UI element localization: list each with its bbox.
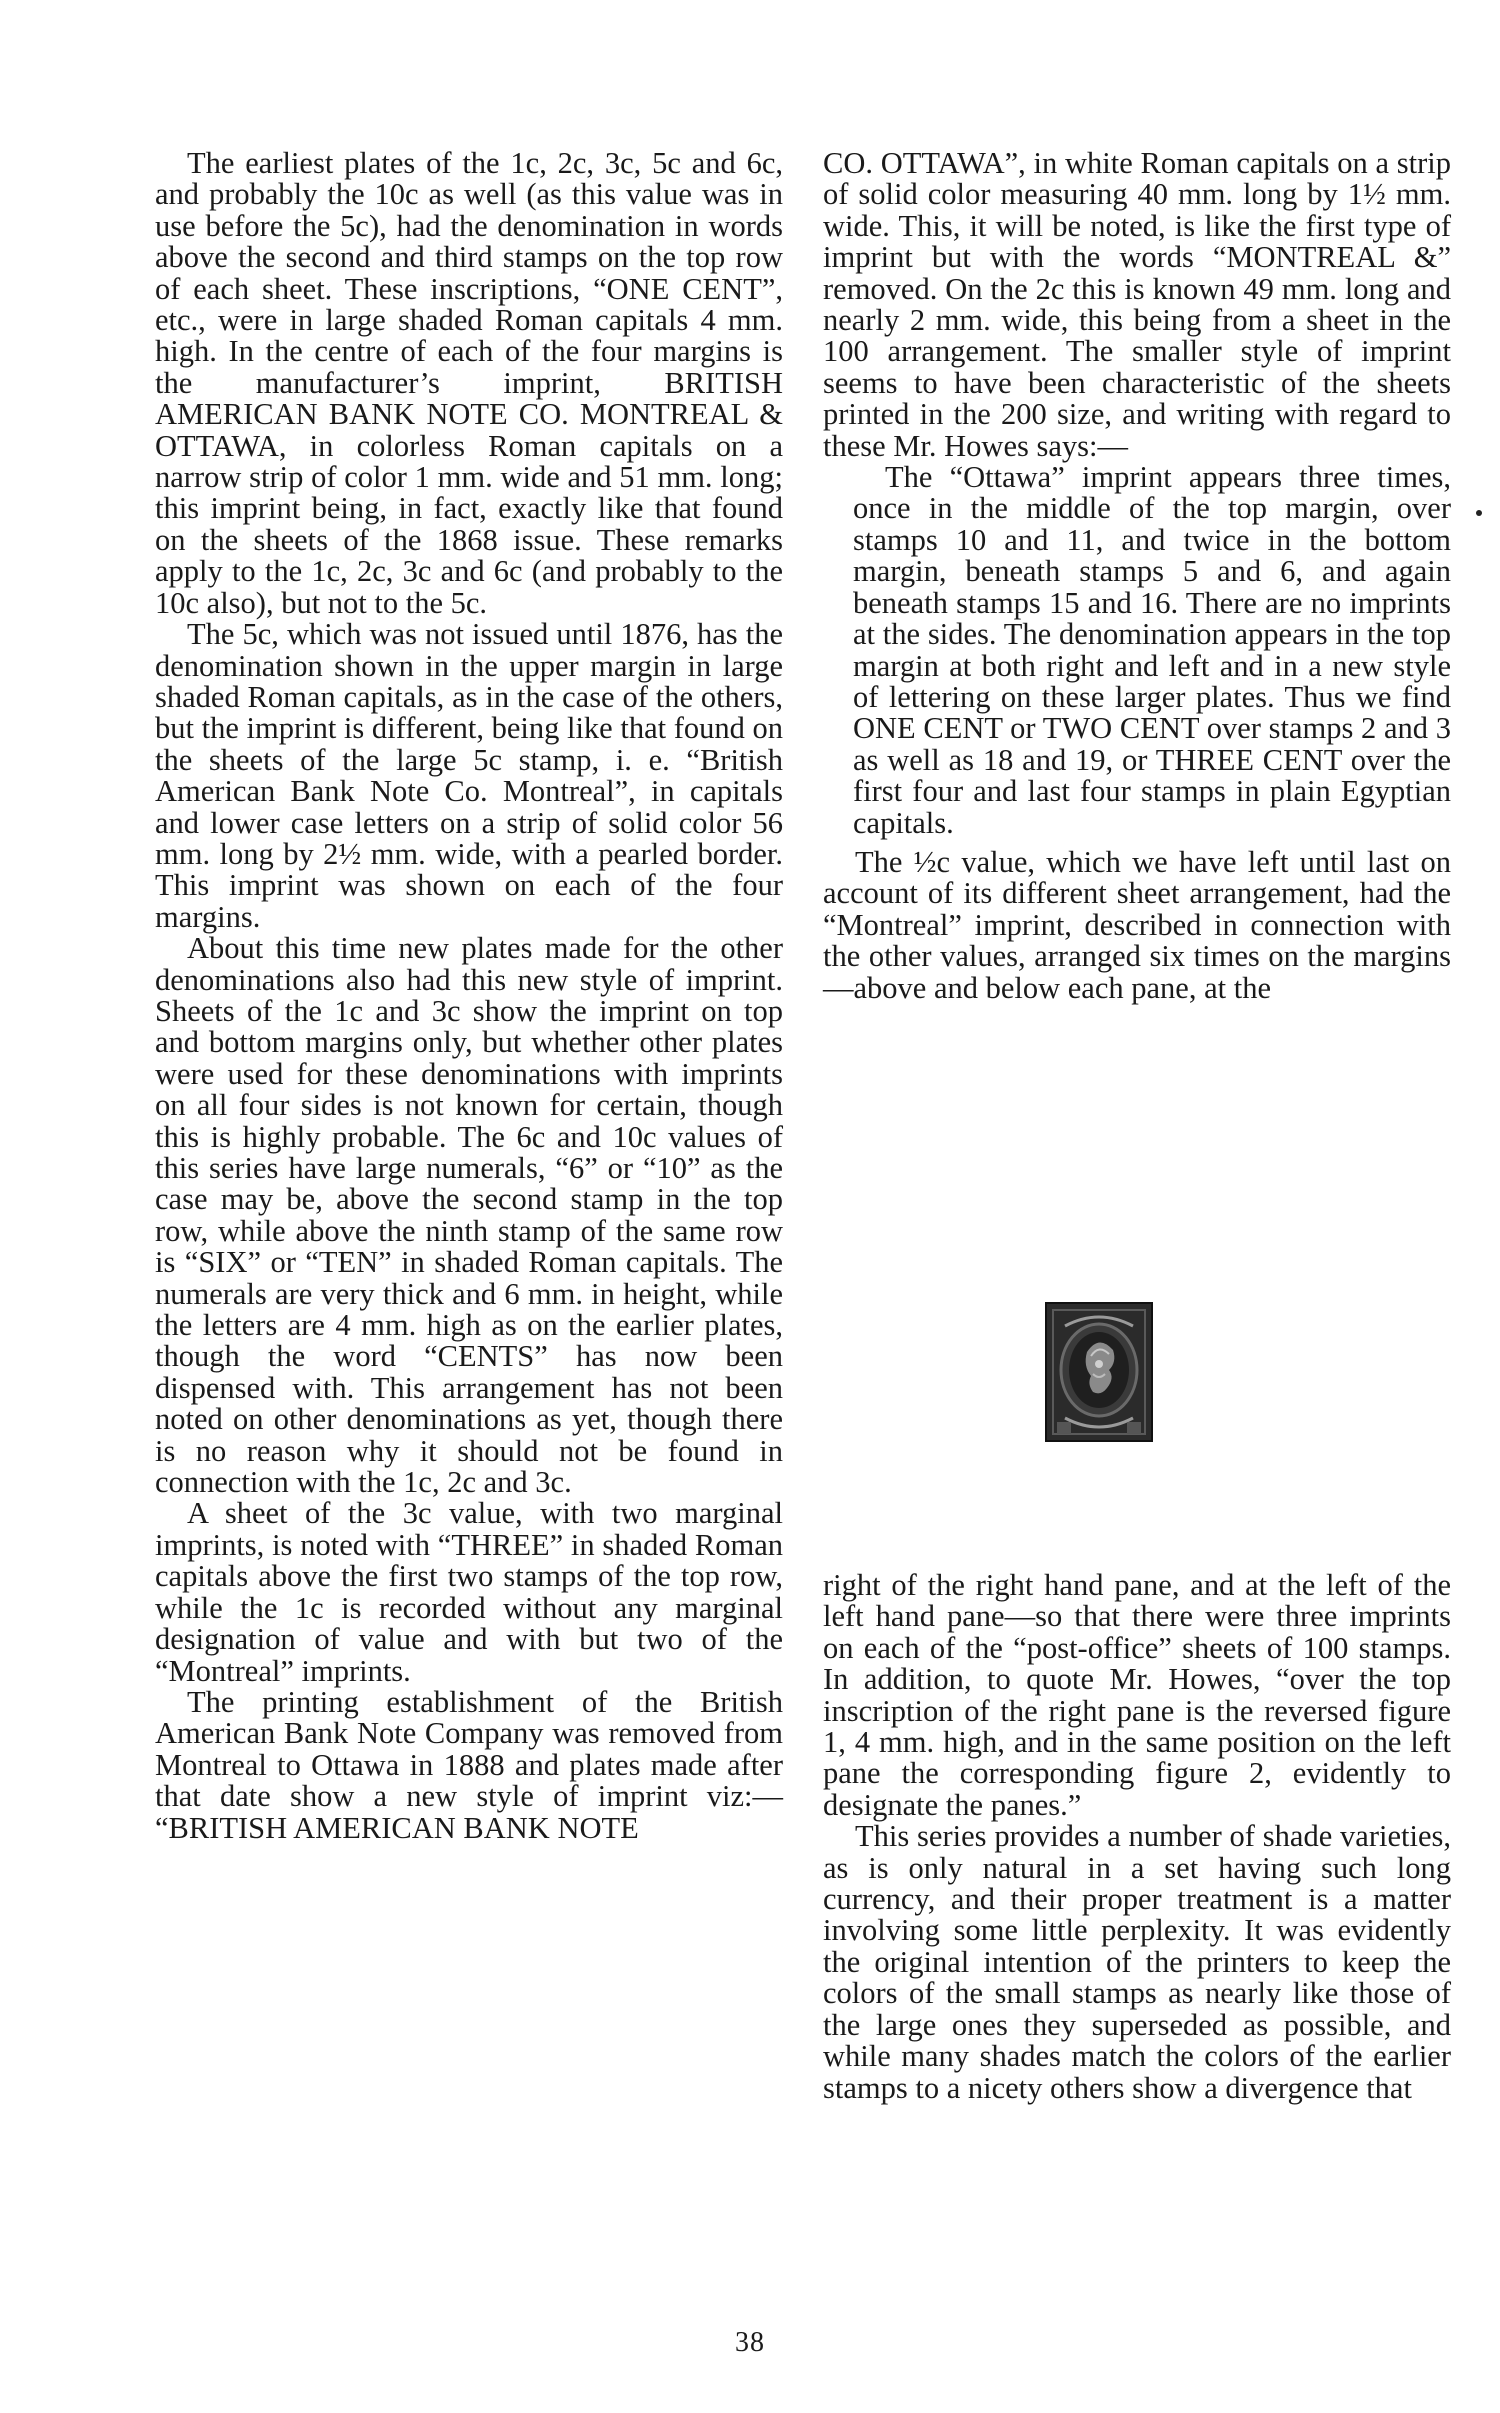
left-column xyxy=(155,148,783,1844)
paragraph-5c-value: The 5c, which was not issued until 1876, has the denomination shown in the upper margin in large shaded Roman capitals, as in the case of the others, but the imprint is different, being like that found on the sheets of the large 5c stamp, i. e. “British American Bank Note Co. Montreal”, in capitals and lower case letters on a strip of solid color 56 mm. long by 2½ mm. wide, with a pearled border. This imprint was shown on each of the four margins. xyxy=(155,617,783,934)
paragraph-shade-varieties: This series provides a number of shade varieties, as is only natural in a set having such long currency, and their proper treatment is a matter involving some little perplexity. It was evidently the original intention of the printers to keep the colors of the small stamps as nearly like those of the large ones they superseded as possible, and while many shades match the colors of the earlier stamps to a nicety others show a divergence that xyxy=(823,1819,1451,2105)
paragraph-ottawa-move: The printing establishment of the British American Bank Note Company was removed from Montreal to Ottawa in 1888 and plates made after that date show a new style of imprint viz:— “BRITISH AMERICAN BANK NOTE xyxy=(155,1684,783,1845)
stamp-illustration xyxy=(1045,1302,1153,1442)
page-number: 38 xyxy=(735,2327,765,2358)
right-column-lower xyxy=(823,1570,1451,2104)
paragraph-new-plates: About this time new plates made for the other denominations also had this new style of imprint. Sheets of the 1c and 3c show the imprint on top and bottom margins only, but whether other plates were used for these denominations with imprints on all four sides is not known for certain, though this is highly probable. The 6c and 10c values of this series have large numerals, “6” or “10” as the case may be, above the second stamp in the top row, while above the ninth stamp of the same row is “SIX” or “TEN” in shaded Roman capitals. The numerals are very thick and 6 mm. in height, while the letters are 4 mm. high as on the earlier plates, though the word “CENTS” has now been dispensed with. This arrangement has not been noted on other denominations as yet, though there is no reason why it should not be found in connection with the 1c, 2c and 3c. xyxy=(155,931,783,1500)
paragraph-panes: right of the right hand pane, and at the left of the left hand pane—so that there were three imprints on each of the “post-office” sheets of 100 stamps. In addition, to quote Mr. Howes, “over the top inscription of the right pane is the reversed figure 1, 4 mm. high, and in the same position on the left pane the corresponding figure 2, evidently to designate the panes.” xyxy=(823,1568,1451,1822)
paragraph-ottawa-imprint: CO. OTTAWA”, in white Roman capitals on a strip of solid color measuring 40 mm. long by 1½ mm. wide. This, it will be noted, is like the first type of imprint but with the words “MONTREAL &” removed. On the 2c this is known 49 mm. long and nearly 2 mm. wide, this being from a sheet in the 100 arrangement. The smaller style of imprint seems to have been characteristic of the sheets printed in the 200 size, and writing with regard to these Mr. Howes says:— xyxy=(823,146,1451,463)
right-column xyxy=(823,146,1451,2105)
paragraph-3c-sheet: A sheet of the 3c value, with two marginal imprints, is noted with “THREE” in shaded Roman capitals above the first two stamps of the top row, while the 1c is recorded without any marginal designation of value and with but two of the “Montreal” imprints. xyxy=(155,1496,783,1688)
margin-dot xyxy=(1476,510,1482,516)
queen-portrait-icon xyxy=(1047,1304,1151,1440)
paragraph-earliest-plates: The earliest plates of the 1c, 2c, 3c, 5c and 6c, and probably the 10c as well (as this value was in use before the 5c), had the denomination in words above the second and third stamps on the top row of each sheet. These inscriptions, “ONE CENT”, etc., were in large shaded Roman capitals 4 mm. high. In the centre of each of the four margins is the manufacturer’s imprint, BRITISH AMERICAN BANK NOTE CO. MONTREAL & OTTAWA, in colorless Roman capitals on a narrow strip of color 1 mm. wide and 51 mm. long; this imprint being, in fact, exactly like that found on the sheets of the 1868 issue. These remarks apply to the 1c, 2c, 3c and 6c (and probably to the 10c also), but not to the 5c. xyxy=(155,146,783,620)
paragraph-half-cent: The ½c value, which we have left until last on account of its different sheet arrangement, had the “Montreal” imprint, described in connection with the other values, arranged six times on the margins—above and below each pane, at the xyxy=(823,844,1451,1005)
quote-howes: The “Ottawa” imprint appears three times, once in the middle of the top margin, over stamps 10 and 11, and twice in the bottom margin, beneath stamps 5 and 6, and again beneath stamps 15 and 16. There are no imprints at the sides. The denomination appears in the top margin at both right and left and in a new style of lettering on these larger plates. Thus we find ONE CENT or TWO CENT over stamps 2 and 3 as well as 18 and 19, or THREE CENT over the first four and last four stamps in plain Egyptian capitals. xyxy=(853,460,1451,840)
